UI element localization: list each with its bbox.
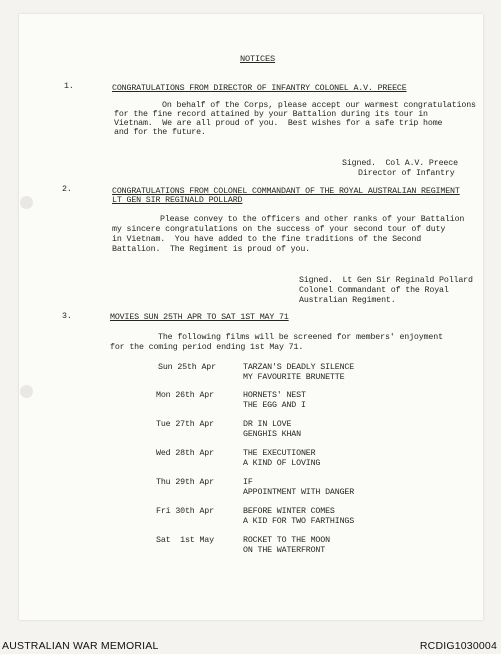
notice-2-number: 2. — [62, 185, 72, 194]
punch-hole — [20, 196, 33, 209]
notice-3-body-line: The following films will be screened for members' enjoyment — [158, 333, 443, 342]
notices-heading: NOTICES — [240, 54, 276, 64]
movie-title: APPOINTMENT WITH DANGER — [243, 488, 355, 497]
notice-1-title: CONGRATULATIONS FROM DIRECTOR OF INFANTRY COLONEL A.V. PREECE — [112, 84, 407, 93]
movie-title: THE EGG AND I — [243, 401, 306, 410]
movie-title: BEFORE WINTER COMES — [243, 507, 335, 516]
notice-1-body-line: On behalf of the Corps, please accept our warmest congratulations — [162, 101, 476, 110]
notice-1-signature-line: Signed. Col A.V. Preece — [342, 159, 458, 168]
movie-title: A KIND OF LOVING — [243, 459, 321, 468]
notice-2-body-line: in Vietnam. You have added to the fine traditions of the Second — [112, 235, 422, 244]
notice-3-title: MOVIES SUN 25TH APR TO SAT 1ST MAY 71 — [110, 313, 289, 322]
movie-title: A KID FOR TWO FARTHINGS — [243, 517, 355, 526]
movie-title: ROCKET TO THE MOON — [243, 536, 330, 545]
notice-2-signature-line: Australian Regiment. — [299, 296, 396, 305]
movie-day: Wed 28th Apr — [156, 449, 214, 458]
movie-title: DR IN LOVE — [243, 420, 292, 429]
movie-title: TARZAN'S DEADLY SILENCE — [243, 363, 355, 372]
notice-2-title-line: LT GEN SIR REGINALD POLLARD — [112, 196, 243, 205]
movie-title: IF — [243, 478, 253, 487]
notice-2-body-line: my sincere congratulations on the success of your second tour of duty — [112, 225, 446, 234]
movie-title: THE EXECUTIONER — [243, 449, 316, 458]
movie-day: Sat 1st May — [156, 536, 214, 545]
punch-hole — [20, 385, 33, 398]
notice-2-body-line: Battalion. The Regiment is proud of you. — [112, 245, 310, 254]
movie-day: Fri 30th Apr — [156, 507, 214, 516]
notice-2-body-line: Please convey to the officers and other ranks of your Battalion — [160, 215, 465, 224]
movie-title: MY FAVOURITE BRUNETTE — [243, 373, 345, 382]
movie-day: Mon 26th Apr — [156, 391, 214, 400]
notice-2-signature-line: Signed. Lt Gen Sir Reginald Pollard — [299, 276, 473, 285]
notice-3-body-line: for the coming period ending 1st May 71. — [110, 343, 304, 352]
notice-1-body-line: Vietnam. We are all proud of you. Best wishes for a safe trip home — [114, 119, 443, 128]
notice-1-body-line: and for the future. — [114, 128, 206, 137]
footer-record-id: RCDIG1030004 — [419, 640, 497, 652]
notice-1-number: 1. — [64, 82, 74, 91]
notice-3-number: 3. — [62, 312, 72, 321]
notice-2-signature-line: Colonel Commandant of the Royal — [299, 286, 449, 295]
notice-2-title-line: CONGRATULATIONS FROM COLONEL COMMANDANT OF THE ROYAL AUSTRALIAN REGIMENT — [112, 187, 460, 196]
movie-day: Thu 29th Apr — [156, 478, 214, 487]
notice-1-signature-line: Director of Infantry — [358, 169, 455, 178]
movie-day: Sun 25th Apr — [158, 363, 216, 372]
movie-title: GENGHIS KHAN — [243, 430, 301, 439]
movie-day: Tue 27th Apr — [156, 420, 214, 429]
movie-title: HORNETS' NEST — [243, 391, 306, 400]
footer-institution: AUSTRALIAN WAR MEMORIAL — [2, 640, 159, 652]
movie-title: ON THE WATERFRONT — [243, 546, 326, 555]
notice-1-body-line: for the fine record attained by your Battalion during its tour in — [114, 110, 428, 119]
